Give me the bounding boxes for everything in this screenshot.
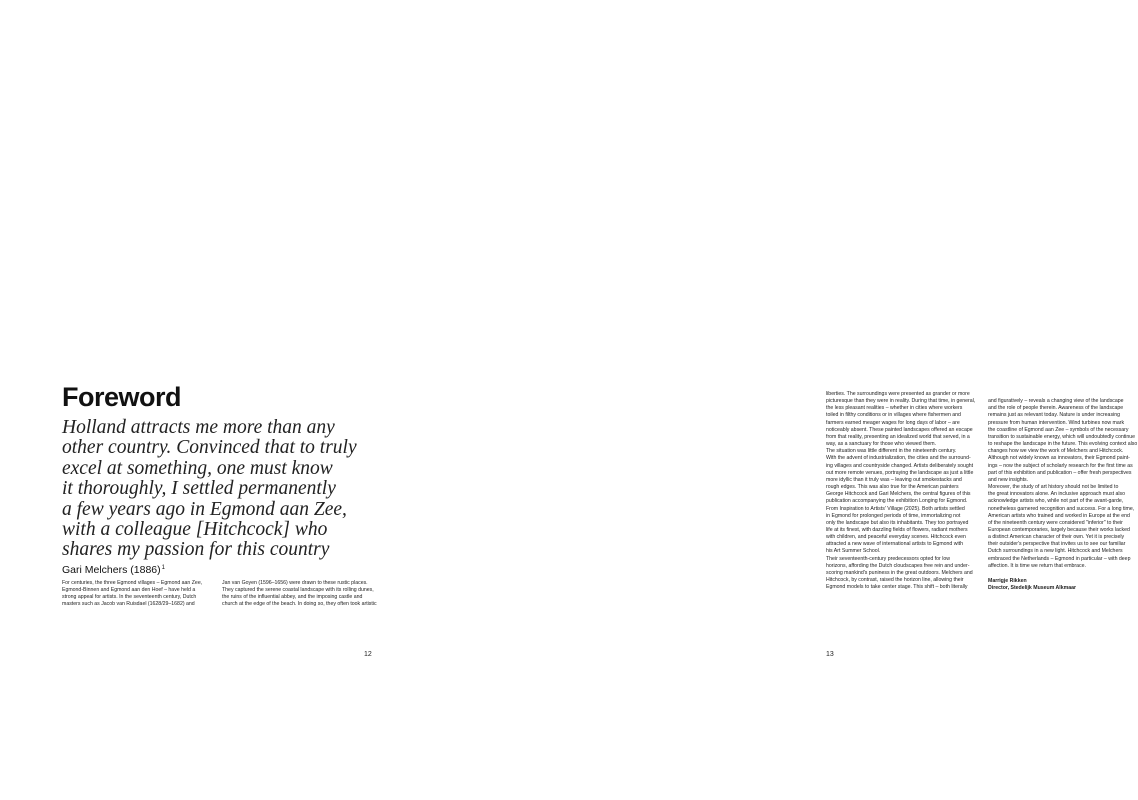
quote-attribution <box>62 564 165 576</box>
body-column-4-text: and figuratively – reveals a changing view of the landscape and the role of people therein. Awareness of the landscape remains just as relevant today. Nature is under increasing pressure from human intervention. Wind turbines now mark the coastline of Egmond aan Zee – symbols of the necessary transition to sustainable energy, which will undoubtedly continue to reshape the landscape in the future. This evolving context also changes how we view the work of Melchers and Hitchcock. Although not widely known as innovators, their Egmond paint- ings – now the subject of scholarly research for the first time as part of this exhibition and publication – offer fresh perspectives and new insights. Moreover, the study of art history should not be limited to the great innovators alone. An inclusive approach must also acknowledge artists who, while not part of the avant-garde, nonetheless garnered recognition and success. For a long time, American artists who trained and worked in Europe at the end of the nineteenth century were considered "inferior" to their European contemporaries, largely because their works lacked a distinct American character of their own. Yet it is precisely their outsider's perspective that invites us to see our familiar Dutch surroundings in a new light. Hitchcock and Melchers embraced the Netherlands – Egmond in particular – with deep affection. It is time we return that embrace. <box>988 398 1138 569</box>
signature-name: Marrigje Rikken <box>988 577 1027 584</box>
signature-title: Director, Stedelijk Museum Alkmaar <box>988 585 1077 592</box>
signature-block <box>988 578 1138 592</box>
page-number-right: 13 <box>826 651 834 658</box>
body-column-3: liberties. The surroundings were presented as grander or more picturesque than they were in reality. During that time, in general, the less pleasant realities – whether in cities where workers toiled in filthy conditions or in villages where fishermen and farmers earned meager wages for long days of labor – are noticeably absent. These painted landscapes offered an escape from that reality, presenting an idealized world that served, in a way, as a sanctuary for those who viewed them. The situation was little different in the nineteenth century. With the advent of industrialization, the cities and the surround- ing villages and countryside changed. Artists deliberately sought out more remote venues, portraying the landscape as just a little more idyllic than it truly was – leaving out smokestacks and rough edges. This was also true for the American painters George Hitchcock and Gari Melchers, the central figures of this publication accompanying the exhibition Longing for Egmond. From Inspiration to Artists' Village (2025). Both artists settled in Egmond for prolonged periods of time, immortalizing not only the landscape but also its inhabitants. They too portrayed life at its finest, with dazzling fields of flowers, radiant mothers with children, and peaceful everyday scenes. Hitchcock even attracted a new wave of international artists to Egmond with his Art Summer School. Their seventeenth-century predecessors opted for low horizons, affording the Dutch cloudscapes free rein and under- scoring mankind's puniness in the great outdoors. Melchers and Hitchcock, by contrast, raised the horizon line, allowing their Egmond models to take center stage. This shift – both literally <box>826 391 976 591</box>
body-column-2: Jan van Goyen (1596–1656) were drawn to these rustic places. They captured the serene coastal landscape with its rolling dunes, the ruins of the influential abbey, and the imposing castle and church at the edge of the beach. In doing so, they often took artistic <box>222 580 377 608</box>
epigraph-quote: Holland attracts me more than any other country. Convinced that to truly excel at something, one must know it thoroughly, I settled permanently a few years ago in Egmond aan Zee, with a colleague [Hitchcock] who shares my passion for this country <box>62 417 357 561</box>
page-number-left: 12 <box>364 651 372 658</box>
attribution-text: Gari Melchers (1886) <box>62 564 161 576</box>
body-column-1: For centuries, the three Egmond villages – Egmond aan Zee, Egmond-Binnen and Egmond aan den Hoef – have held a strong appeal for artists. In the seventeenth century, Dutch masters such as Jacob van Ruisdael (1628/29–1682) and <box>62 580 203 608</box>
page-title: Foreword <box>62 382 182 412</box>
left-page <box>0 0 400 800</box>
footnote-mark: 1 <box>161 564 165 571</box>
right-page <box>400 0 1138 800</box>
body-column-4 <box>988 391 1138 599</box>
